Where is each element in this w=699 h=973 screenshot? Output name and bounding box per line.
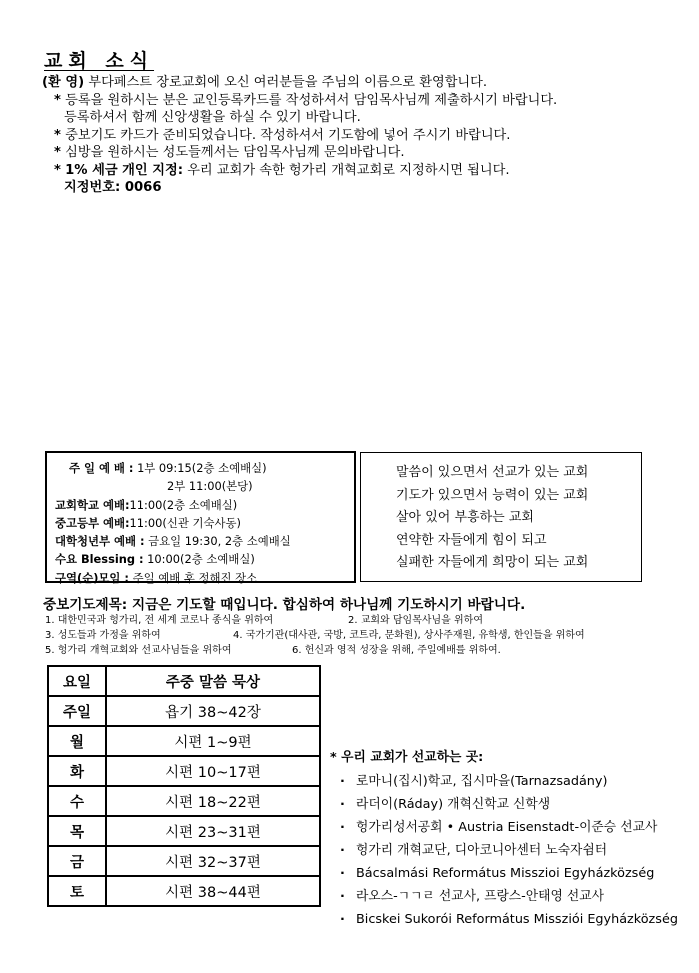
- reading-cell: 시편 38~44편: [106, 876, 320, 906]
- bullet-marker: *: [54, 92, 61, 108]
- table-row: [48, 876, 320, 906]
- mission-text: 라오스-ㄱㄱㄹ 선교사, 프랑스-안태영 선교사: [356, 889, 605, 904]
- reading-cell: 시편 10~17편: [106, 756, 320, 786]
- church-notices: [42, 74, 682, 197]
- prayer-row: [45, 643, 501, 658]
- bible-reading-table: [47, 665, 321, 907]
- prayer-card-notice: [42, 127, 682, 145]
- prayer-row: [45, 628, 585, 643]
- day-cell: 금: [48, 846, 106, 876]
- day-cell: 월: [48, 726, 106, 756]
- service-label: 중고등부 예배:: [55, 515, 130, 530]
- bullet-icon: ·: [340, 774, 345, 789]
- table-header-row: [48, 666, 320, 696]
- prayer-card-text: 중보기도 카드가 준비되었습니다. 작성하셔서 기도함에 넣어 주시기 바랍니다.: [65, 127, 511, 143]
- service-row: [55, 569, 344, 587]
- tax-number: 지정번호: 0066: [64, 180, 162, 195]
- page-title: 교회 소식: [44, 50, 155, 72]
- prayer-topics-title: 중보기도제목: 지금은 기도할 때입니다. 합심하여 하나님께 기도하시기 바랍니다.: [43, 597, 526, 613]
- service-row: [55, 477, 344, 495]
- table-row: [48, 756, 320, 786]
- welcome-notice: [42, 74, 682, 92]
- bullet-icon: ·: [340, 843, 345, 858]
- list-item: [330, 793, 678, 816]
- service-row: [55, 459, 344, 477]
- mission-text: Bácsalmási Református Misszioi Egyházközség: [356, 866, 655, 881]
- table-row: [48, 846, 320, 876]
- bullet-icon: ·: [340, 912, 345, 927]
- motto-line: 실패한 자들에게 희망이 되는 교회: [396, 555, 589, 571]
- tax-notice: [42, 162, 682, 180]
- reading-cell: 시편 18~22편: [106, 786, 320, 816]
- prayer-item: 5. 헝가리 개혁교회와 선교사님들을 위하여: [45, 645, 232, 656]
- mission-section: [330, 746, 678, 931]
- bullet-marker: *: [54, 162, 61, 178]
- registration-text-2: 등록하셔서 함께 신앙생활을 하실 수 있기 바랍니다.: [64, 110, 361, 125]
- mission-title: * 우리 교회가 선교하는 곳:: [330, 750, 484, 765]
- list-item: [330, 770, 678, 793]
- table-row: [48, 816, 320, 846]
- header-day: 요일: [48, 666, 106, 696]
- header-reading: 주중 말씀 묵상: [106, 666, 320, 696]
- table-row: [48, 726, 320, 756]
- welcome-label: (환 영): [42, 75, 85, 90]
- mission-text: 로마니(집시)학교, 집시마을(Tarnazsadány): [356, 774, 608, 789]
- motto-line: 기도가 있으면서 능력이 있는 교회: [396, 487, 589, 503]
- list-item: [330, 816, 678, 839]
- mission-list: [330, 770, 678, 931]
- mission-text: Bicskei Sukorói Református Missziói Egyházközség: [356, 912, 678, 927]
- service-label: 구역(순)모임 :: [55, 570, 129, 585]
- service-row: [55, 496, 344, 514]
- visitation-text: 심방을 원하시는 성도들께서는 담임목사님께 문의바랍니다.: [65, 145, 405, 160]
- prayer-item: 2. 교회와 담임목사님을 위하여: [348, 615, 483, 626]
- church-motto-box: [360, 452, 642, 582]
- mission-text: 헝가리성서공회 • Austria Eisenstadt-이준승 선교사: [356, 820, 658, 835]
- mission-text: 헝가리 개혁교단, 디아코니아센터 노숙자쉼터: [356, 843, 608, 858]
- service-value: 11:00(신관 기숙사동): [129, 515, 241, 530]
- service-value: 1부 09:15(2층 소예배실): [137, 461, 267, 475]
- bullet-icon: ·: [340, 820, 345, 835]
- prayer-topics-list: [45, 613, 585, 658]
- service-label: 교회학교 예배:: [55, 497, 130, 512]
- service-value: 11:00(2층 소예배실): [129, 497, 238, 512]
- service-row: [55, 532, 344, 550]
- prayer-item: 3. 성도들과 가정을 위하여: [45, 630, 161, 641]
- day-cell: 주일: [48, 696, 106, 726]
- bullet-icon: ·: [340, 866, 345, 881]
- tax-label: 1% 세금 개인 지정:: [65, 162, 183, 178]
- prayer-item: 1. 대한민국과 헝가리, 전 세계 코로나 종식을 위하여: [45, 615, 274, 626]
- prayer-item: 4. 국가기관(대사관, 국방, 코트라, 문화원), 상사주재원, 유학생, 한인들을 위하여: [233, 630, 585, 641]
- reading-cell: 시편 23~31편: [106, 816, 320, 846]
- service-value: 2부 11:00(본당): [167, 479, 253, 494]
- welcome-text: 부다페스트 장로교회에 오신 여러분들을 주님의 이름으로 환영합니다.: [88, 75, 488, 90]
- bullet-marker: *: [54, 127, 61, 143]
- reading-cell: 시편 1~9편: [106, 726, 320, 756]
- prayer-row: [45, 613, 483, 628]
- day-cell: 수: [48, 786, 106, 816]
- mission-text: 라더이(Ráday) 개혁신학교 신학생: [356, 797, 551, 812]
- bullet-icon: ·: [340, 889, 345, 904]
- motto-line: 말씀이 있으면서 선교가 있는 교회: [396, 465, 589, 480]
- list-item: [330, 885, 678, 908]
- registration-notice-cont: [42, 109, 682, 127]
- registration-text: 등록을 원하시는 분은 교인등록카드를 작성하셔서 담임목사님께 제출하시기 바랍니다.: [65, 92, 558, 108]
- list-item: [330, 908, 678, 931]
- registration-notice: [42, 92, 682, 110]
- service-label: 수요 Blessing :: [55, 552, 144, 567]
- worship-schedule-box: [45, 451, 356, 583]
- list-item: [330, 839, 678, 862]
- service-value: 금요일 19:30, 2층 소예배실: [148, 534, 291, 549]
- bullet-icon: ·: [340, 797, 345, 812]
- day-cell: 화: [48, 756, 106, 786]
- prayer-item: 6. 헌신과 영적 성장을 위해, 주일예배를 위하여.: [292, 645, 501, 656]
- service-label: 대학청년부 예배 :: [55, 534, 145, 549]
- tax-text: 우리 교회가 속한 헝가리 개혁교회로 지정하시면 됩니다.: [187, 162, 510, 178]
- service-label: 주 일 예 배 :: [69, 461, 134, 475]
- day-cell: 토: [48, 876, 106, 906]
- visitation-notice: [42, 144, 682, 162]
- table-row: [48, 696, 320, 726]
- service-value: 10:00(2층 소예배실): [147, 552, 255, 567]
- service-row: [55, 514, 344, 532]
- bullet-marker: *: [54, 145, 61, 160]
- motto-line: 살아 있어 부흥하는 교회: [396, 510, 534, 526]
- reading-cell: 시편 32~37편: [106, 846, 320, 876]
- service-row: [55, 550, 344, 568]
- motto-line: 연약한 자들에게 힘이 되고: [396, 532, 547, 548]
- table-row: [48, 786, 320, 816]
- list-item: [330, 862, 678, 885]
- reading-cell: 욥기 38~42장: [106, 696, 320, 726]
- day-cell: 목: [48, 816, 106, 846]
- service-value: 주일 예배 후 정해진 장소: [132, 570, 258, 585]
